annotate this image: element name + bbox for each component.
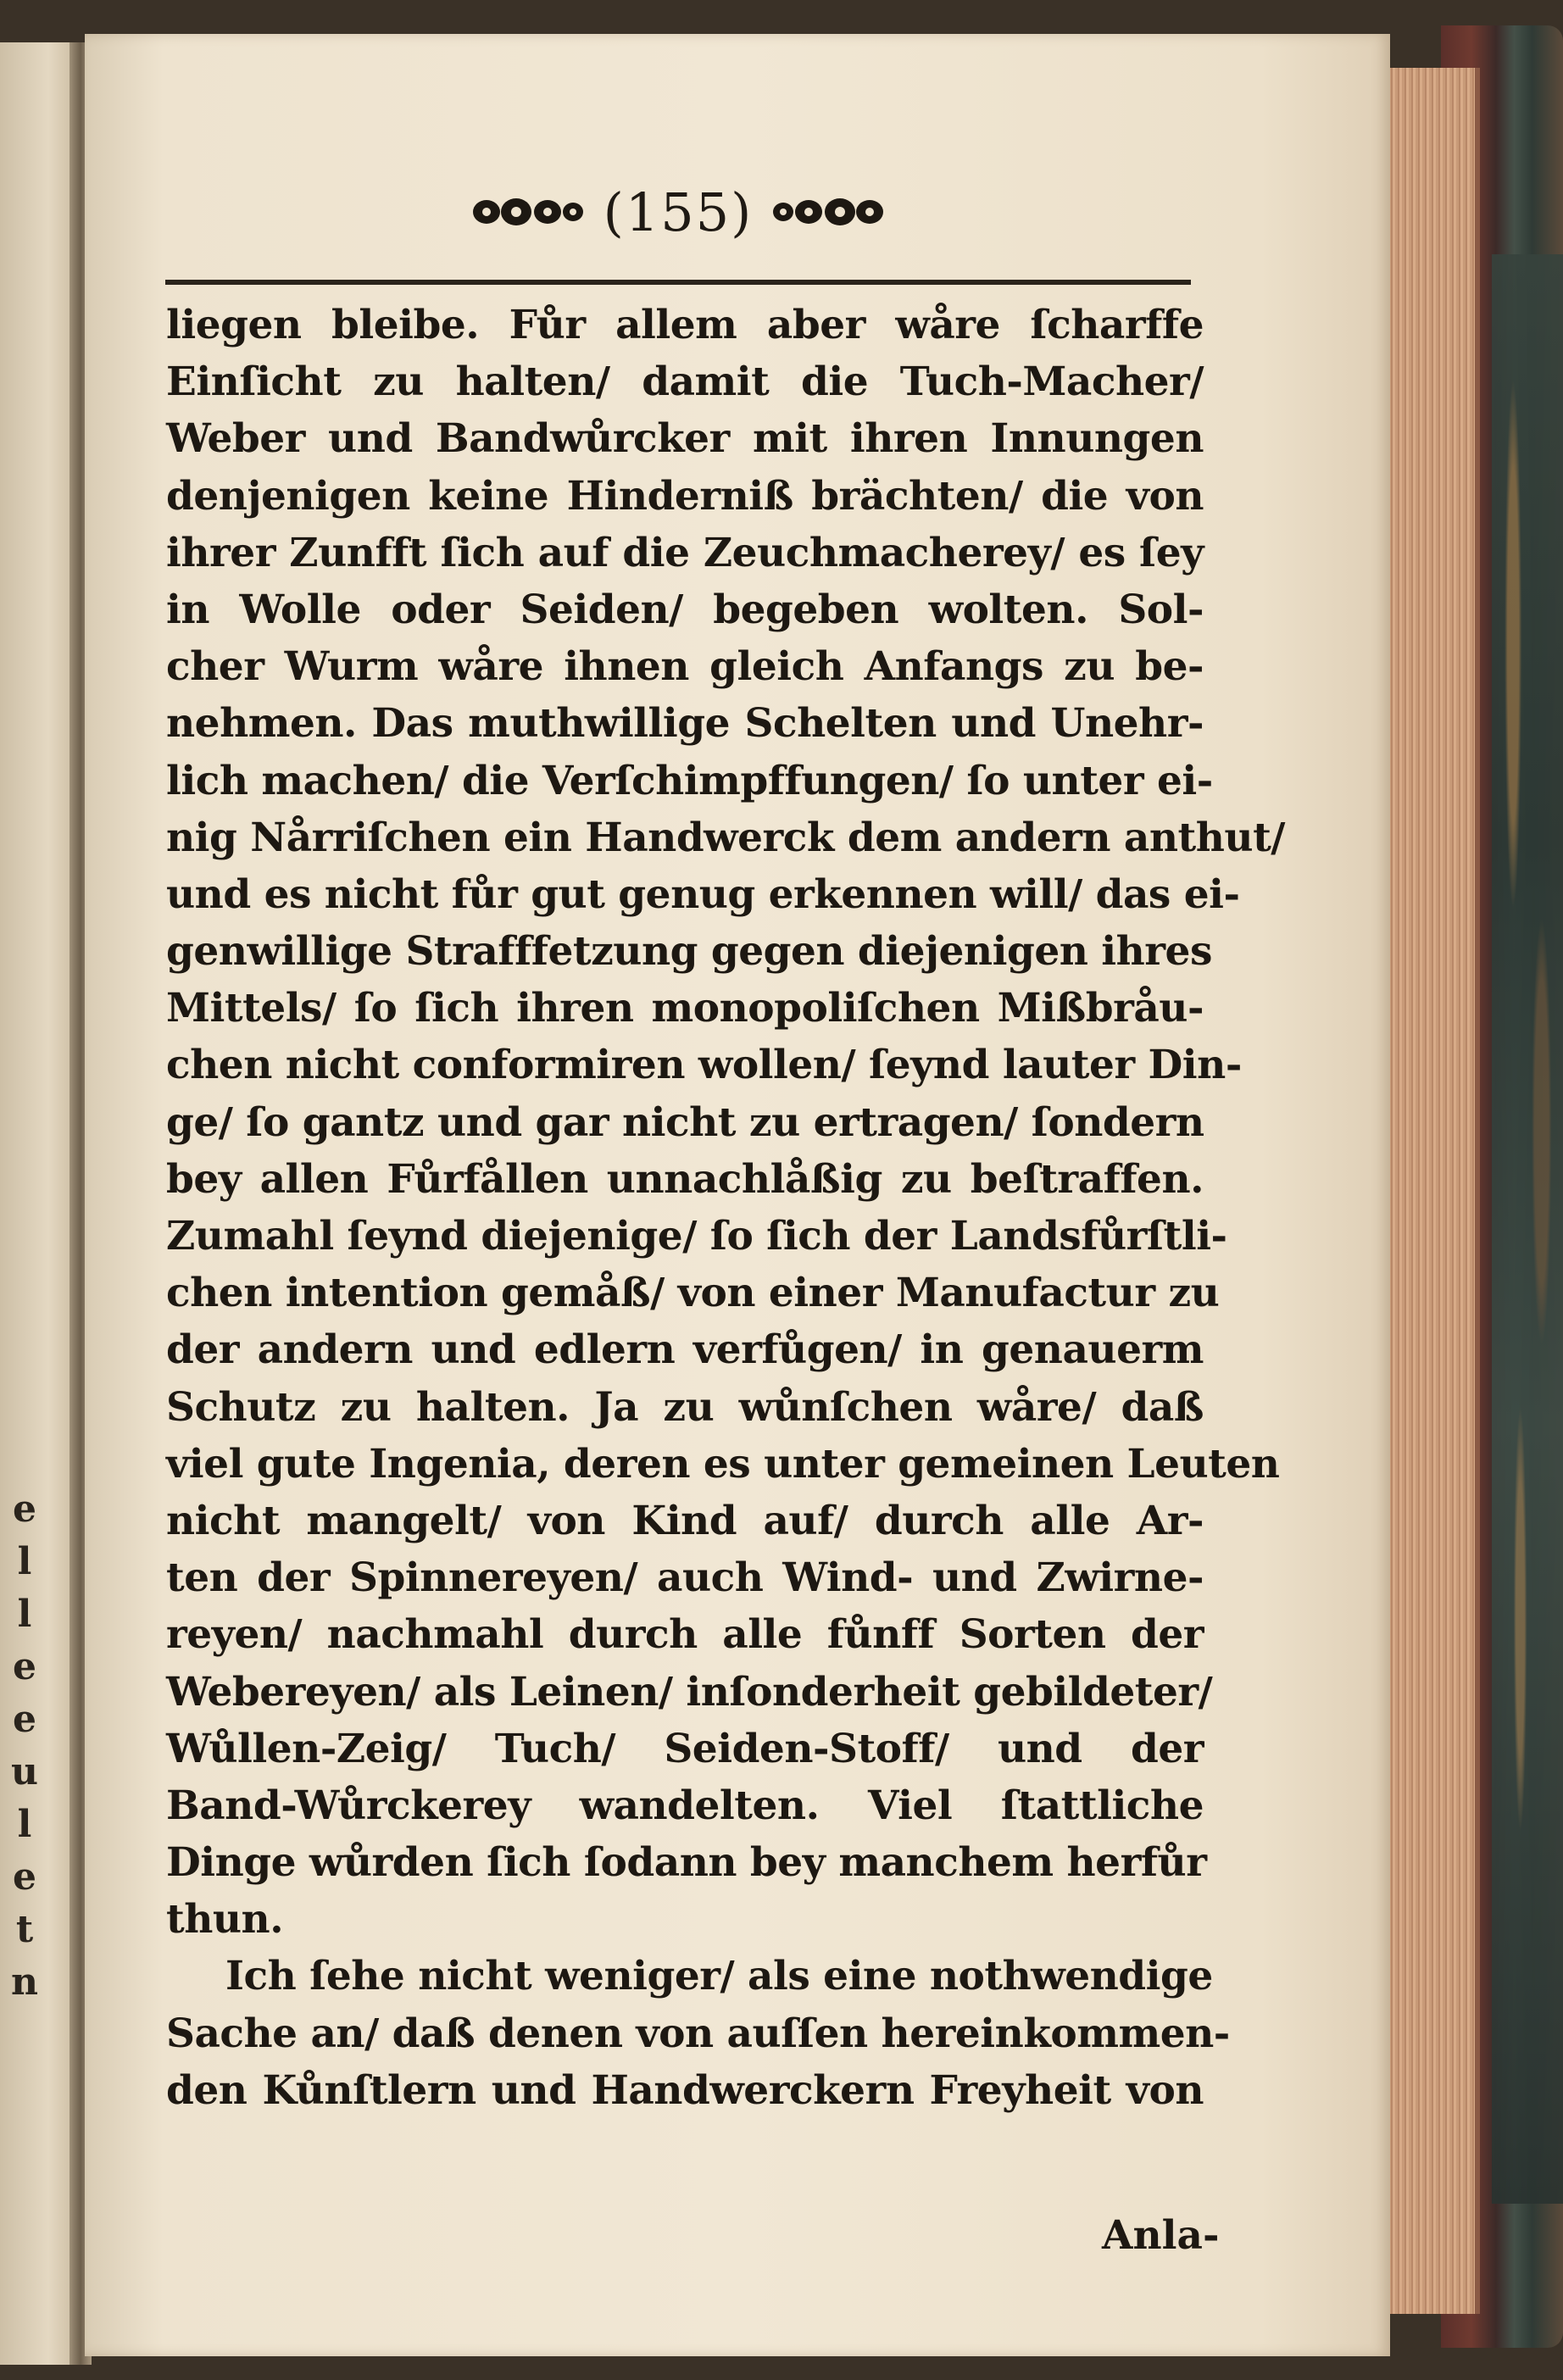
left-ornament-icon xyxy=(470,186,588,237)
text-line: den Kůnſtlern und Handwerckern Freyheit von xyxy=(166,2066,1204,2114)
text-line: Wůllen-Zeig/ Tuch/ Seiden-Stoff/ und der xyxy=(166,1725,1204,1772)
text-line: thun. xyxy=(166,1896,284,1943)
text-line: ihrer Zunfft ſich auf die Zeuchmacherey/ es ſey xyxy=(166,529,1204,576)
text-line: lich machen/ die Verſchimpffungen/ ſo unter ei- xyxy=(166,757,1213,804)
previous-page-letter: l xyxy=(17,1540,32,1583)
text-line: Mittels/ ſo ſich ihren monopoliſchen Mißbråu- xyxy=(166,985,1204,1032)
text-line: ten der Spinnereyen/ auch Wind- und Zwirne- xyxy=(166,1554,1204,1602)
page-header xyxy=(475,174,882,250)
previous-page-letter: u xyxy=(11,1750,38,1793)
text-line: Ich ſehe nicht weniger/ als eine nothwendige xyxy=(225,1953,1213,2000)
text-line: chen nicht conformiren wollen/ ſeynd lauter Din- xyxy=(166,1042,1242,1089)
previous-page-letter: e xyxy=(13,1855,36,1899)
text-line: Webereyen/ als Leinen/ inſonderheit gebildeter/ xyxy=(166,1668,1213,1715)
previous-page-edge xyxy=(0,42,81,2365)
previous-page-letter: n xyxy=(11,1960,38,2004)
previous-page-letters xyxy=(3,1483,46,2009)
text-line: nicht mangelt/ von Kind auf/ durch alle Ar- xyxy=(166,1497,1204,1544)
text-line: der andern und edlern verfůgen/ in genauerm xyxy=(166,1326,1204,1374)
right-ornament-icon xyxy=(768,186,887,237)
text-line: viel gute Ingenia, deren es unter gemeinen Leuten xyxy=(166,1440,1280,1488)
text-line: Einſicht zu halten/ damit die Tuch-Macher/ xyxy=(166,359,1204,406)
text-line: Weber und Bandwůrcker mit ihren Innungen xyxy=(166,415,1204,463)
marbled-endpaper xyxy=(1492,254,1563,2204)
catchword: Anla- xyxy=(1102,2212,1220,2259)
text-line: Dinge wůrden ſich ſodann bey manchem herfůr xyxy=(166,1839,1207,1887)
previous-page-letter: e xyxy=(13,1698,36,1741)
previous-page-letter: l xyxy=(17,1803,32,1846)
body-text xyxy=(166,297,1285,2119)
text-line: nig Nårriſchen ein Handwerck dem andern anthut/ xyxy=(166,814,1285,861)
previous-page-letter: e xyxy=(13,1488,36,1531)
previous-page-letter: e xyxy=(13,1645,36,1688)
text-line: reyen/ nachmahl durch alle fůnff Sorten der xyxy=(166,1611,1204,1659)
text-line: chen intention gemåß/ von einer Manufactur zu xyxy=(166,1270,1220,1317)
text-line: Band-Wůrckerey wandelten. Viel ſtattliche xyxy=(166,1782,1204,1829)
text-line: und es nicht fůr gut genug erkennen will/ das ei- xyxy=(166,870,1240,918)
text-line: ge/ ſo gantz und gar nicht zu ertragen/ ſondern xyxy=(166,1098,1204,1146)
text-line: bey allen Fůrfållen unnachlåßig zu beſtraffen. xyxy=(166,1155,1204,1203)
text-line: Sache an/ daß denen von auſſen hereinkommen- xyxy=(166,2010,1230,2057)
previous-page-letter: l xyxy=(17,1593,32,1636)
page-number: (155) xyxy=(603,181,754,243)
header-rule xyxy=(165,280,1191,285)
text-line: Schutz zu halten. Ja zu wůnſchen wåre/ daß xyxy=(166,1383,1204,1431)
page-edges xyxy=(1382,68,1480,2314)
text-line: genwillige Strafffetzung gegen diejenigen ihres xyxy=(166,928,1212,976)
text-line: Zumahl ſeynd diejenige/ ſo ſich der Landsfůrſtli- xyxy=(166,1213,1227,1260)
text-line: nehmen. Das muthwillige Schelten und Unehr- xyxy=(166,700,1204,748)
text-line: in Wolle oder Seiden/ begeben wolten. Sol- xyxy=(166,586,1204,633)
text-line: liegen bleibe. Fůr allem aber wåre ſcharffe xyxy=(166,302,1204,348)
previous-page-letter: t xyxy=(15,1908,34,1951)
text-line: cher Wurm wåre ihnen gleich Anfangs zu be- xyxy=(166,643,1204,691)
text-line: denjenigen keine Hinderniß brächten/ die von xyxy=(166,472,1204,520)
